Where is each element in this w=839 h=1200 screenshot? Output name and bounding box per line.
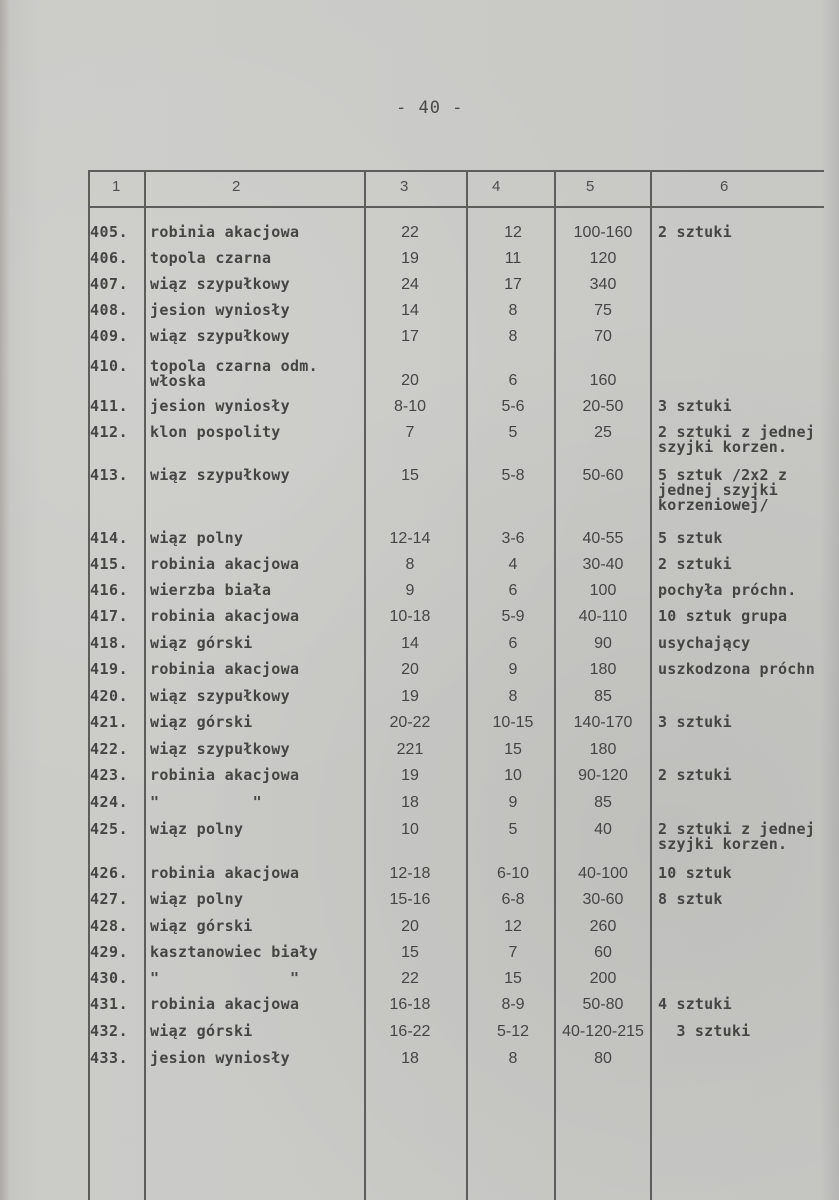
crown-value: 8 (508, 302, 518, 319)
height-value: 10 (401, 821, 419, 838)
row-number: 410. (90, 357, 129, 375)
crown-value: 5 (508, 424, 518, 441)
circumference-value: 160 (589, 372, 617, 389)
remarks-note: 3 sztuki (658, 397, 732, 415)
crown-value: 5 (508, 821, 518, 838)
remarks-note: 8 sztuk (658, 890, 723, 908)
column-divider (650, 170, 652, 1200)
height-value: 22 (401, 224, 419, 241)
circumference-value: 20-50 (582, 398, 624, 415)
circumference-value: 40-55 (582, 530, 624, 547)
height-value: 18 (401, 794, 419, 811)
species-name: wiąz szypułkowy (150, 327, 290, 345)
height-value: 18 (401, 1050, 419, 1067)
row-number: 430. (90, 969, 129, 987)
species-name: topola czarna odm. włoska (150, 357, 318, 390)
circumference-value: 180 (589, 661, 617, 678)
height-value: 19 (401, 767, 419, 784)
circumference-value: 340 (589, 276, 617, 293)
crown-value: 11 (504, 250, 522, 267)
species-name: wiąz górski (150, 634, 253, 652)
height-value: 7 (405, 424, 415, 441)
page-number: - 40 - (396, 98, 464, 118)
remarks-note: pochyła próchn. (658, 581, 797, 599)
species-name: " " (150, 793, 262, 811)
column-header: 1 (112, 178, 121, 195)
crown-value: 12 (504, 224, 522, 241)
row-number: 415. (90, 555, 129, 573)
species-name: robinia akacjowa (150, 607, 300, 625)
table-top-rule (88, 170, 824, 172)
height-value: 12-18 (389, 865, 431, 882)
row-number: 408. (90, 301, 129, 319)
height-value: 19 (401, 688, 419, 705)
row-number: 428. (90, 917, 129, 935)
row-number: 420. (90, 687, 129, 705)
circumference-value: 80 (594, 1050, 612, 1067)
crown-value: 6 (508, 635, 518, 652)
circumference-value: 100-160 (573, 224, 633, 241)
circumference-value: 40-110 (578, 608, 628, 625)
row-number: 413. (90, 466, 129, 484)
circumference-value: 40-100 (578, 865, 628, 882)
row-number: 409. (90, 327, 129, 345)
circumference-value: 40-120-215 (562, 1023, 644, 1040)
remarks-note: 10 sztuk (658, 864, 732, 882)
crown-value: 15 (504, 970, 522, 987)
crown-value: 6 (508, 582, 518, 599)
circumference-value: 30-60 (582, 891, 624, 908)
column-divider (466, 170, 468, 1200)
species-name: wierzba biała (150, 581, 272, 599)
circumference-value: 85 (594, 794, 612, 811)
crown-value: 10-15 (492, 714, 534, 731)
height-value: 17 (401, 328, 419, 345)
table-header-rule (88, 206, 824, 208)
species-name: jesion wyniosły (150, 301, 290, 319)
species-name: robinia akacjowa (150, 555, 300, 573)
circumference-value: 90-120 (578, 767, 628, 784)
height-value: 15-16 (389, 891, 431, 908)
row-number: 418. (90, 634, 129, 652)
row-number: 416. (90, 581, 129, 599)
circumference-value: 180 (589, 741, 617, 758)
height-value: 16-18 (389, 996, 431, 1013)
column-divider (144, 170, 146, 1200)
height-value: 9 (405, 582, 415, 599)
circumference-value: 30-40 (582, 556, 624, 573)
column-header: 5 (586, 178, 595, 195)
row-number: 432. (90, 1022, 129, 1040)
species-name: wiąz górski (150, 1022, 253, 1040)
species-name: wiąz szypułkowy (150, 687, 290, 705)
species-name: wiąz polny (150, 890, 244, 908)
circumference-value: 75 (594, 302, 612, 319)
crown-value: 10 (504, 767, 522, 784)
species-name: robinia akacjowa (150, 995, 300, 1013)
remarks-note: 2 sztuki z jednej szyjki korzen. (658, 820, 815, 853)
height-value: 15 (401, 467, 419, 484)
column-header: 4 (492, 178, 501, 195)
crown-value: 4 (508, 556, 518, 573)
crown-value: 3-6 (501, 530, 525, 547)
row-number: 427. (90, 890, 129, 908)
crown-value: 8 (508, 1050, 518, 1067)
row-number: 407. (90, 275, 129, 293)
height-value: 20 (401, 661, 419, 678)
row-number: 412. (90, 423, 129, 441)
species-name: wiąz szypułkowy (150, 275, 290, 293)
species-name: jesion wyniosły (150, 397, 290, 415)
crown-value: 5-8 (501, 467, 525, 484)
crown-value: 9 (508, 661, 518, 678)
column-divider (554, 170, 556, 1200)
crown-value: 12 (504, 918, 522, 935)
circumference-value: 100 (589, 582, 617, 599)
species-name: wiąz szypułkowy (150, 740, 290, 758)
circumference-value: 50-60 (582, 467, 624, 484)
circumference-value: 200 (589, 970, 617, 987)
species-name: wiąz szypułkowy (150, 466, 290, 484)
height-value: 8 (405, 556, 415, 573)
species-name: robinia akacjowa (150, 660, 300, 678)
height-value: 16-22 (389, 1023, 431, 1040)
remarks-note: 5 sztuk (658, 529, 723, 547)
crown-value: 8-9 (501, 996, 525, 1013)
remarks-note: 2 sztuki (658, 223, 732, 241)
row-number: 421. (90, 713, 129, 731)
remarks-note: 2 sztuki z jednej szyjki korzen. (658, 423, 815, 456)
height-value: 24 (401, 276, 419, 293)
crown-value: 9 (508, 794, 518, 811)
circumference-value: 90 (594, 635, 612, 652)
height-value: 20 (401, 918, 419, 935)
crown-value: 17 (504, 276, 522, 293)
row-number: 406. (90, 249, 129, 267)
crown-value: 8 (508, 328, 518, 345)
circumference-value: 260 (589, 918, 617, 935)
height-value: 22 (401, 970, 419, 987)
remarks-note: 2 sztuki (658, 766, 732, 784)
circumference-value: 40 (594, 821, 612, 838)
height-value: 8-10 (393, 398, 427, 415)
height-value: 19 (401, 250, 419, 267)
column-header: 2 (232, 178, 241, 195)
crown-value: 6-10 (496, 865, 530, 882)
circumference-value: 85 (594, 688, 612, 705)
species-name: topola czarna (150, 249, 272, 267)
crown-value: 6 (508, 372, 518, 389)
species-name: wiąz górski (150, 713, 253, 731)
remarks-note: usychający (658, 634, 751, 652)
crown-value: 15 (504, 741, 522, 758)
crown-value: 5-9 (501, 608, 525, 625)
species-name: robinia akacjowa (150, 766, 300, 784)
row-number: 424. (90, 793, 129, 811)
height-value: 15 (401, 944, 419, 961)
row-number: 433. (90, 1049, 129, 1067)
column-divider (88, 170, 90, 1200)
height-value: 14 (401, 302, 419, 319)
species-name: " " (150, 969, 300, 987)
row-number: 414. (90, 529, 129, 547)
row-number: 419. (90, 660, 129, 678)
species-name: wiąz polny (150, 529, 244, 547)
row-number: 425. (90, 820, 129, 838)
remarks-note: uszkodzona próchn (658, 660, 815, 678)
remarks-note: 2 sztuki (658, 555, 732, 573)
species-name: wiąz górski (150, 917, 253, 935)
species-name: klon pospolity (150, 423, 281, 441)
row-number: 423. (90, 766, 129, 784)
crown-value: 8 (508, 688, 518, 705)
height-value: 14 (401, 635, 419, 652)
circumference-value: 50-80 (582, 996, 624, 1013)
species-name: wiąz polny (150, 820, 244, 838)
crown-value: 5-12 (496, 1023, 530, 1040)
remarks-note: 4 sztuki (658, 995, 732, 1013)
crown-value: 7 (508, 944, 518, 961)
row-number: 417. (90, 607, 129, 625)
circumference-value: 70 (594, 328, 612, 345)
row-number: 422. (90, 740, 129, 758)
column-header: 6 (720, 178, 729, 195)
remarks-note: 3 sztuki (658, 713, 732, 731)
species-name: robinia akacjowa (150, 223, 300, 241)
species-name: kasztanowiec biały (150, 943, 318, 961)
remarks-note: 3 sztuki (658, 1022, 751, 1040)
remarks-note: 10 sztuk grupa (658, 607, 788, 625)
remarks-note: 5 sztuk /2x2 z jednej szyjki korzeniowej/ (658, 466, 788, 514)
circumference-value: 120 (589, 250, 617, 267)
height-value: 10-18 (389, 608, 431, 625)
species-name: jesion wyniosły (150, 1049, 290, 1067)
height-value: 12-14 (389, 530, 431, 547)
circumference-value: 140-170 (573, 714, 633, 731)
height-value: 20-22 (389, 714, 431, 731)
crown-value: 5-6 (501, 398, 525, 415)
row-number: 431. (90, 995, 129, 1013)
circumference-value: 60 (594, 944, 612, 961)
column-header: 3 (400, 178, 409, 195)
height-value: 20 (401, 372, 419, 389)
row-number: 426. (90, 864, 129, 882)
species-name: robinia akacjowa (150, 864, 300, 882)
height-value: 221 (396, 741, 424, 758)
circumference-value: 25 (594, 424, 612, 441)
row-number: 405. (90, 223, 129, 241)
crown-value: 6-8 (501, 891, 525, 908)
row-number: 429. (90, 943, 129, 961)
row-number: 411. (90, 397, 129, 415)
column-divider (364, 170, 366, 1200)
